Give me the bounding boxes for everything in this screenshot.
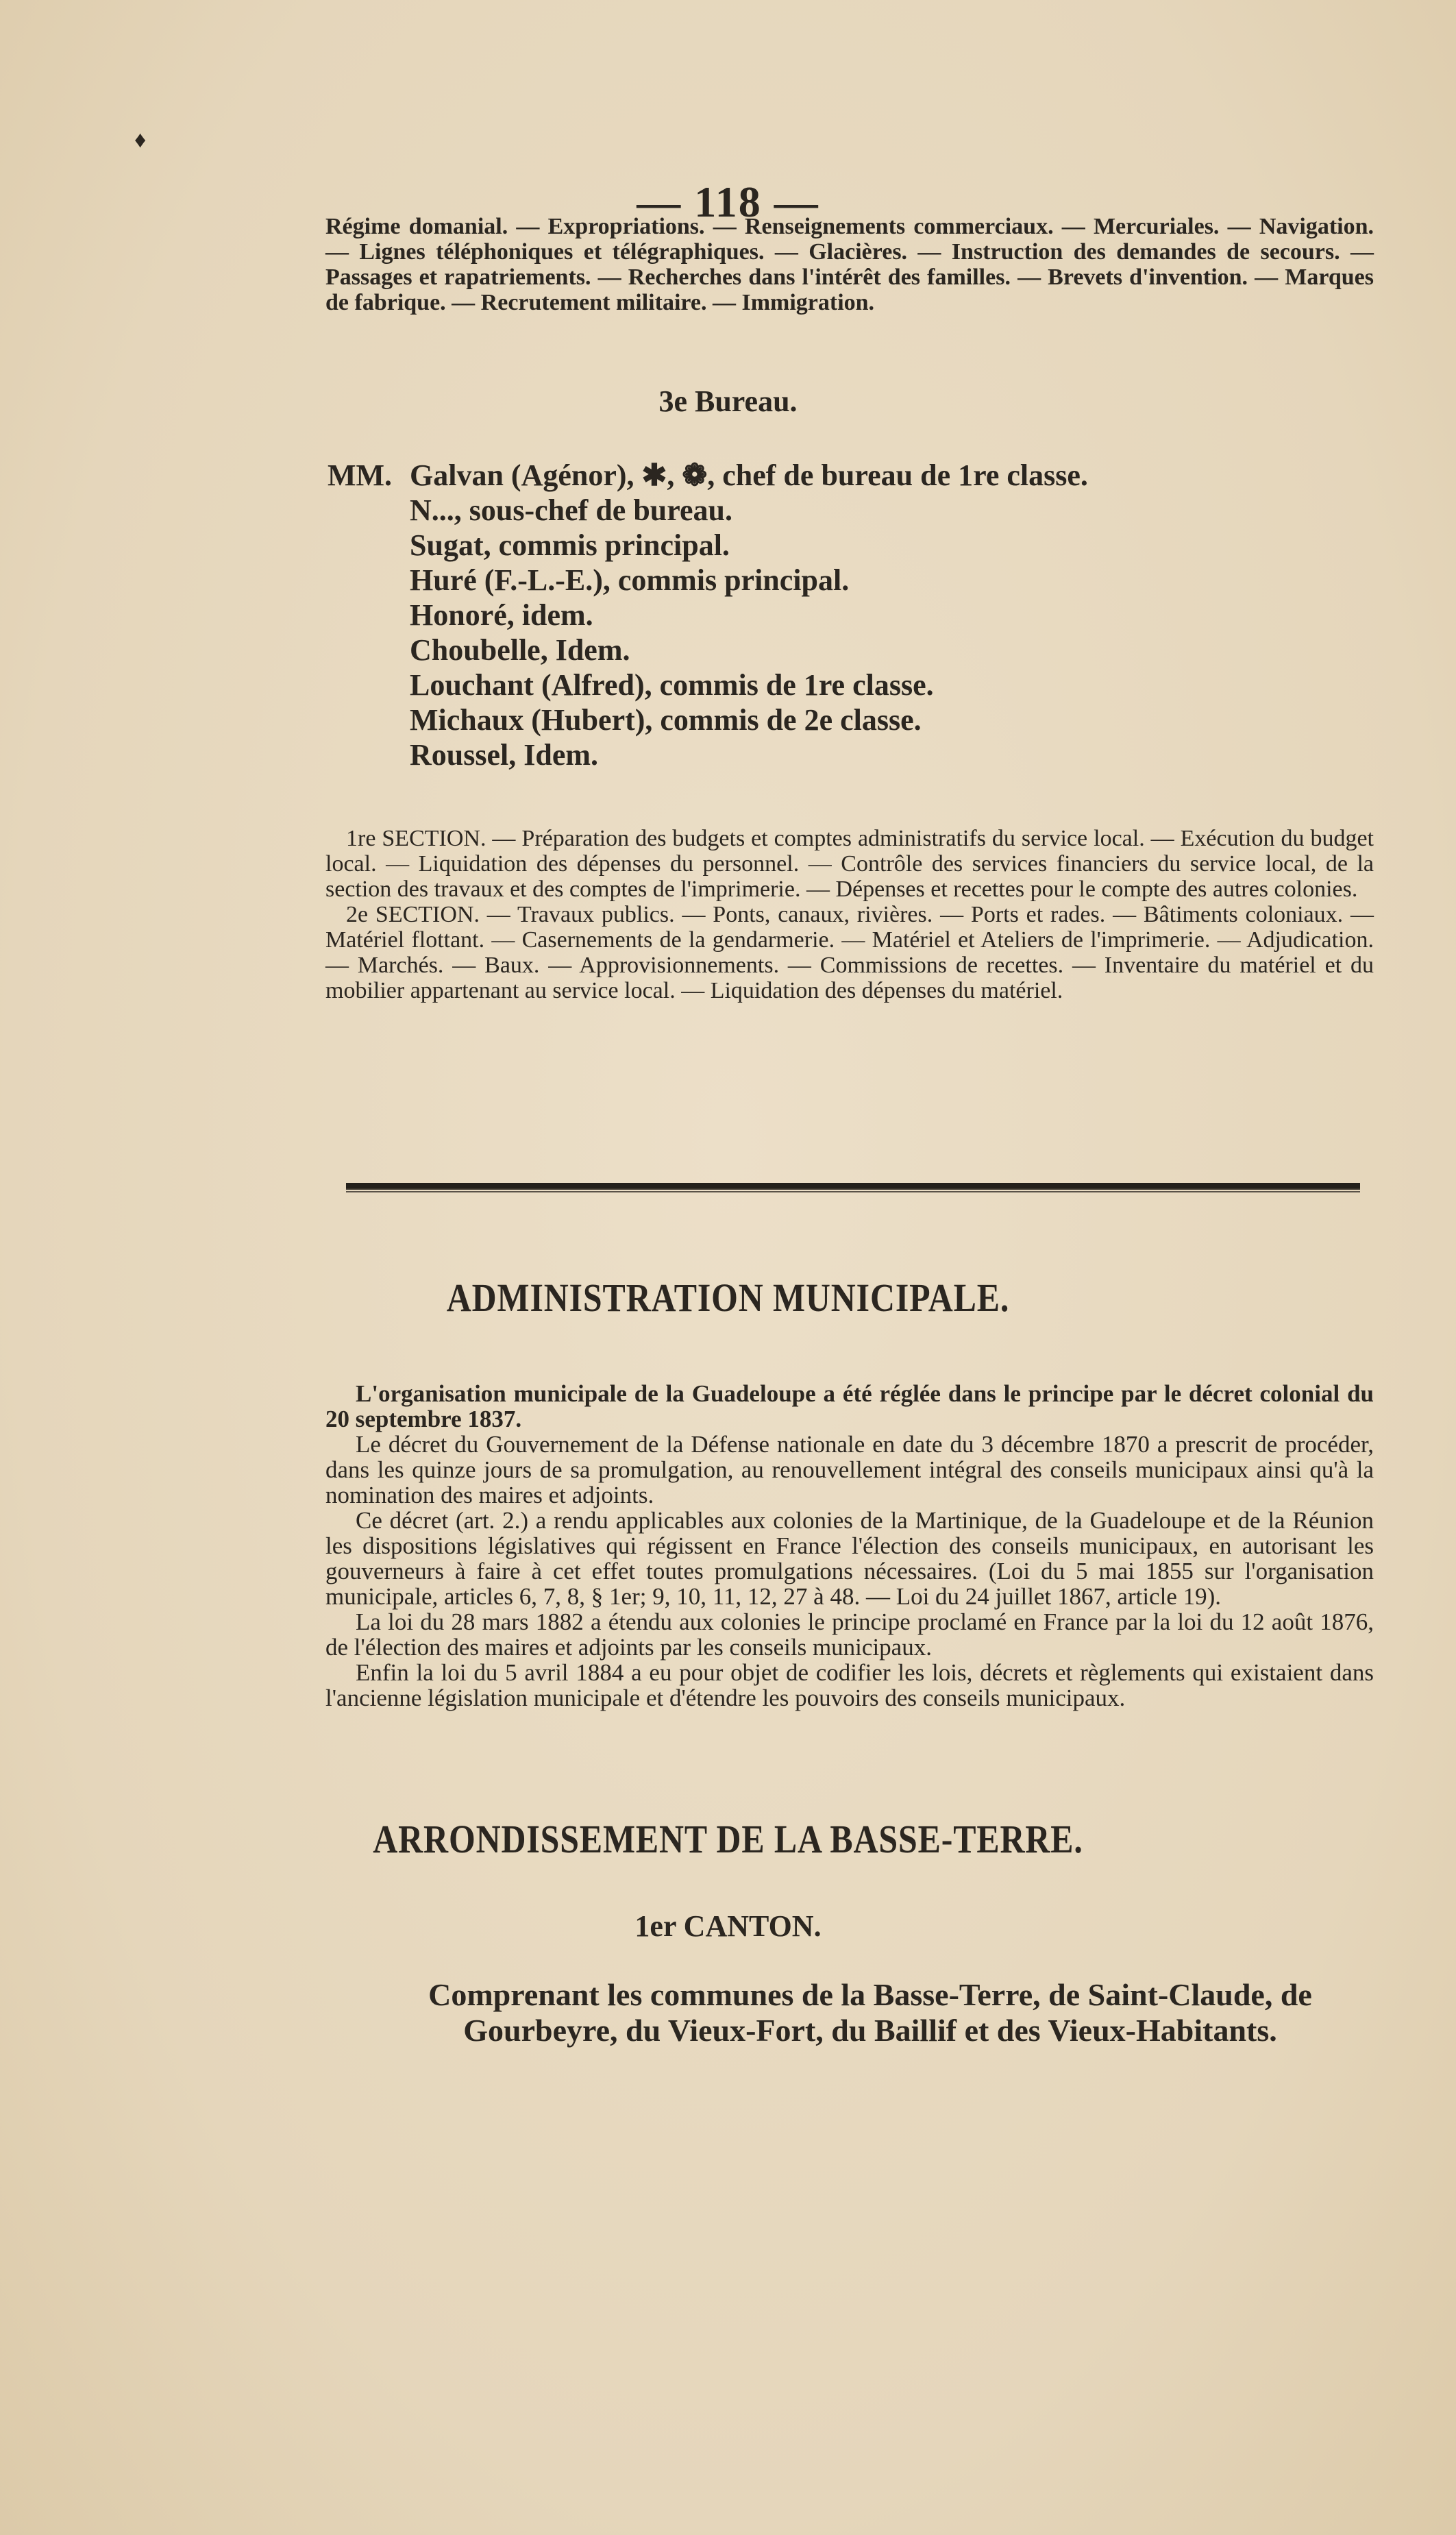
paragraph: La loi du 28 mars 1882 a étendu aux colonies le principe proclamé en France par la loi du 12 août 1876, de l'élection des maires et adjoints par les conseils municipaux. <box>325 1608 1374 1661</box>
arrondissement-heading: ARRONDISSEMENT DE LA BASSE-TERRE. <box>373 1817 1083 1861</box>
staff-list <box>328 458 1088 772</box>
staff-line: Huré (F.-L.-E.), commis principal. <box>410 563 850 597</box>
staff-row <box>328 528 1088 563</box>
printer-mark: ♦ <box>134 127 147 153</box>
staff-row <box>328 633 1088 668</box>
staff-row <box>328 702 1088 737</box>
section-divider <box>346 1183 1360 1190</box>
staff-line: Roussel, Idem. <box>410 738 599 772</box>
section-divider-thin <box>346 1191 1360 1192</box>
staff-row <box>328 598 1088 633</box>
canton-description: Comprenant les communes de la Basse-Terre, de Saint-Claude, de Gourbeyre, du Vieux-Fort, du Baillif et des Vieux-Habitants. <box>428 1977 1312 2048</box>
admin-heading: ADMINISTRATION MUNICIPALE. <box>446 1275 1010 1320</box>
staff-line: Louchant (Alfred), commis de 1re classe. <box>410 668 934 702</box>
bureau-sections <box>325 826 1374 1003</box>
staff-row <box>328 668 1088 702</box>
staff-line: Honoré, idem. <box>410 598 593 632</box>
paragraph: Le décret du Gouvernement de la Défense nationale en date du 3 décembre 1870 a prescrit de procéder, dans les quinze jours de sa promulgation, au renouvellement intégral des conseils municipaux ainsi qu'à la nomination des maires et adjoints. <box>325 1431 1374 1508</box>
admin-text <box>325 1381 1374 1711</box>
staff-line: Galvan (Agénor), ✱, ❁, chef de bureau de 1re classe. <box>410 458 1088 492</box>
staff-row <box>328 493 1088 528</box>
section-paragraph: 2e SECTION. — Travaux publics. — Ponts, canaux, rivières. — Ports et rades. — Bâtiments coloniaux. — Matériel flottant. — Casernements de la gendarmerie. — Matériel et Ateliers de l'imprimerie. — Adjudication. — Marchés. — Baux. — Approvisionnements. — Commissions de recettes. — Inventaire du matériel et du mobilier appartenant au service local. — Liquidation des dépenses du matériel. <box>325 902 1374 1003</box>
staff-line: Sugat, commis principal. <box>410 528 730 562</box>
staff-line: Choubelle, Idem. <box>410 633 630 667</box>
paragraph: Ce décret (art. 2.) a rendu applicables aux colonies de la Martinique, de la Guadeloupe et de la Réunion les dispositions législatives qui régissent en France l'élection des conseils municipaux, en autorisant les gouverneurs à faire à cet effet toutes promulgations nécessaires. (Loi du 5 mai 1855 sur l'organisation municipale, articles 6, 7, 8, § 1er; 9, 10, 11, 12, 27 à 48. — Loi du 24 juillet 1867, article 19). <box>325 1507 1374 1610</box>
mm-label: MM. <box>328 458 393 492</box>
staff-row <box>328 458 1088 493</box>
paragraph: Enfin la loi du 5 avril 1884 a eu pour objet de codifier les lois, décrets et règlements qui existaient dans l'ancienne législation municipale et d'étendre les pouvoirs des conseils municipaux. <box>325 1659 1374 1711</box>
section-paragraph: 1re SECTION. — Préparation des budgets et comptes administratifs du service local. — Exécution du budget local. — Liquidation des dépenses du personnel. — Contrôle des services financiers du service local, de la section des travaux et des comptes de l'imprimerie. — Dépenses et recettes pour le compte des autres colonies. <box>325 826 1374 902</box>
staff-line: Michaux (Hubert), commis de 2e classe. <box>410 703 922 737</box>
paragraph: L'organisation municipale de la Guadeloupe a été réglée dans le principe par le décret colonial du 20 septembre 1837. <box>325 1380 1374 1432</box>
canton-heading: 1er CANTON. <box>634 1909 822 1943</box>
staff-row <box>328 563 1088 598</box>
paragraph: Régime domanial. — Expropriations. — Renseignements commerciaux. — Mercuriales. — Navigation. — Lignes téléphoniques et télégraphiques. — Glacières. — Instruction des demandes de secours. — Passages et rapatriements. — Recherches dans l'intérêt des familles. — Brevets d'invention. — Marques de fabrique. — Recrutement militaire. — Immigration. <box>325 214 1374 315</box>
staff-line: N..., sous-chef de bureau. <box>410 493 733 527</box>
staff-row <box>328 737 1088 772</box>
page-number: — 118 — <box>637 177 819 226</box>
section-continuation <box>325 214 1374 315</box>
bureau-heading: 3e Bureau. <box>658 384 798 418</box>
